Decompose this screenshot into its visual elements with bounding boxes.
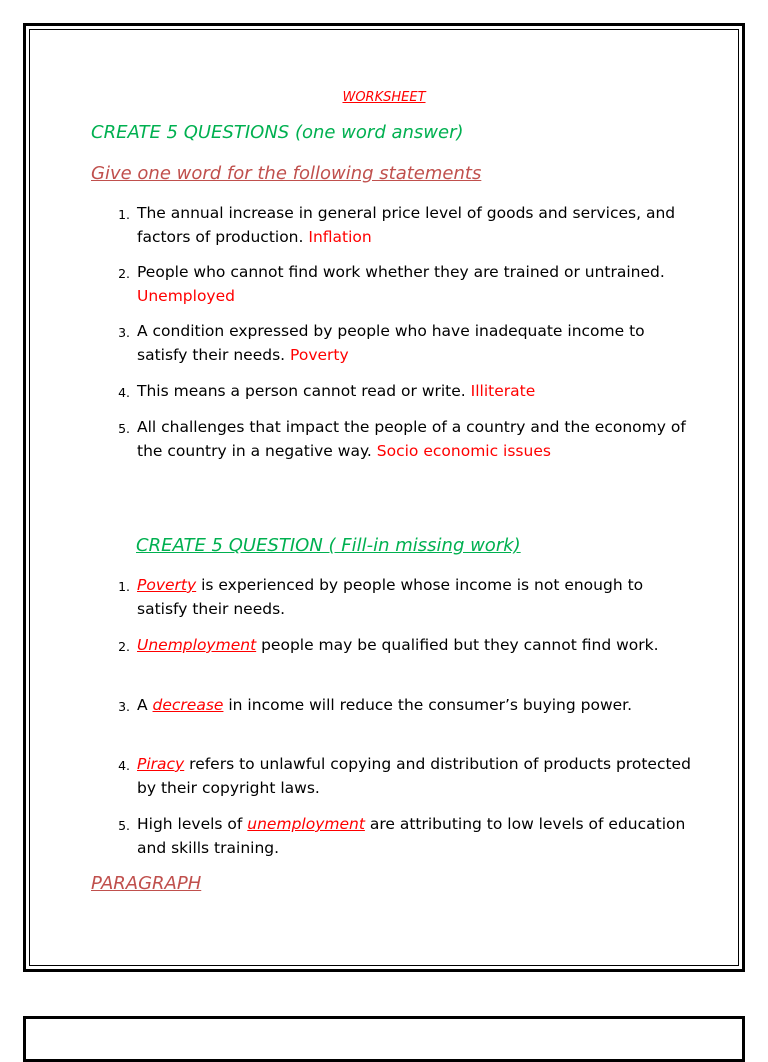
- question-text-after: refers to unlawful copying and distribution of products protected by their copyright laws.: [137, 755, 691, 797]
- question-answer: Unemployed: [137, 286, 235, 305]
- question-number: 1.: [118, 579, 130, 594]
- fill-in-answer: unemployment: [247, 815, 365, 833]
- question-text-after: people may be qualified but they cannot find work.: [256, 636, 659, 654]
- question-text: A condition expressed by people who have inadequate income to satisfy their needs.: [137, 322, 645, 364]
- question-number: 5.: [118, 421, 130, 436]
- question-number: 3.: [118, 699, 130, 714]
- question-number: 1.: [118, 207, 130, 222]
- question-answer: Inflation: [308, 227, 372, 246]
- fill-in-answer: decrease: [152, 696, 224, 714]
- question-text-after: is experienced by people whose income is not enough to satisfy their needs.: [137, 576, 644, 618]
- question-text-before: A: [137, 696, 153, 714]
- question-number: 2.: [118, 639, 130, 654]
- question-number: 2.: [118, 266, 130, 281]
- worksheet-title: WORKSHEET: [342, 90, 426, 105]
- question-text-after: are attributing to low levels of education and skills training.: [137, 815, 686, 857]
- question-text-before: High levels of: [137, 815, 248, 833]
- question-text: All challenges that impact the people of a country and the economy of the country in a negative way.: [137, 418, 686, 460]
- section1-subheading: Give one word for the following statements: [91, 163, 482, 184]
- next-page-border: [23, 1016, 745, 1062]
- question-answer: Illiterate: [470, 382, 536, 400]
- question-number: 3.: [118, 325, 130, 340]
- question-text-after: in income will reduce the consumer’s buying power.: [223, 696, 633, 714]
- section2-heading: CREATE 5 QUESTION ( Fill-in missing work): [136, 535, 521, 556]
- fill-in-answer: Poverty: [137, 576, 197, 594]
- paragraph-heading: PARAGRAPH: [91, 873, 202, 894]
- question-number: 4.: [118, 758, 130, 773]
- fill-in-answer: Unemployment: [137, 636, 257, 654]
- question-number: 5.: [118, 818, 130, 833]
- question-answer: Socio economic issues: [376, 441, 551, 460]
- question-number: 4.: [118, 385, 130, 400]
- question-text: The annual increase in general price level of goods and services, and factors of production.: [137, 204, 676, 246]
- section1-heading: CREATE 5 QUESTIONS (one word answer): [91, 122, 464, 143]
- question-text: This means a person cannot read or write.: [137, 382, 466, 400]
- question-answer: Poverty: [290, 345, 349, 364]
- question-text: People who cannot find work whether they are trained or untrained.: [137, 263, 665, 281]
- fill-in-answer: Piracy: [137, 755, 185, 773]
